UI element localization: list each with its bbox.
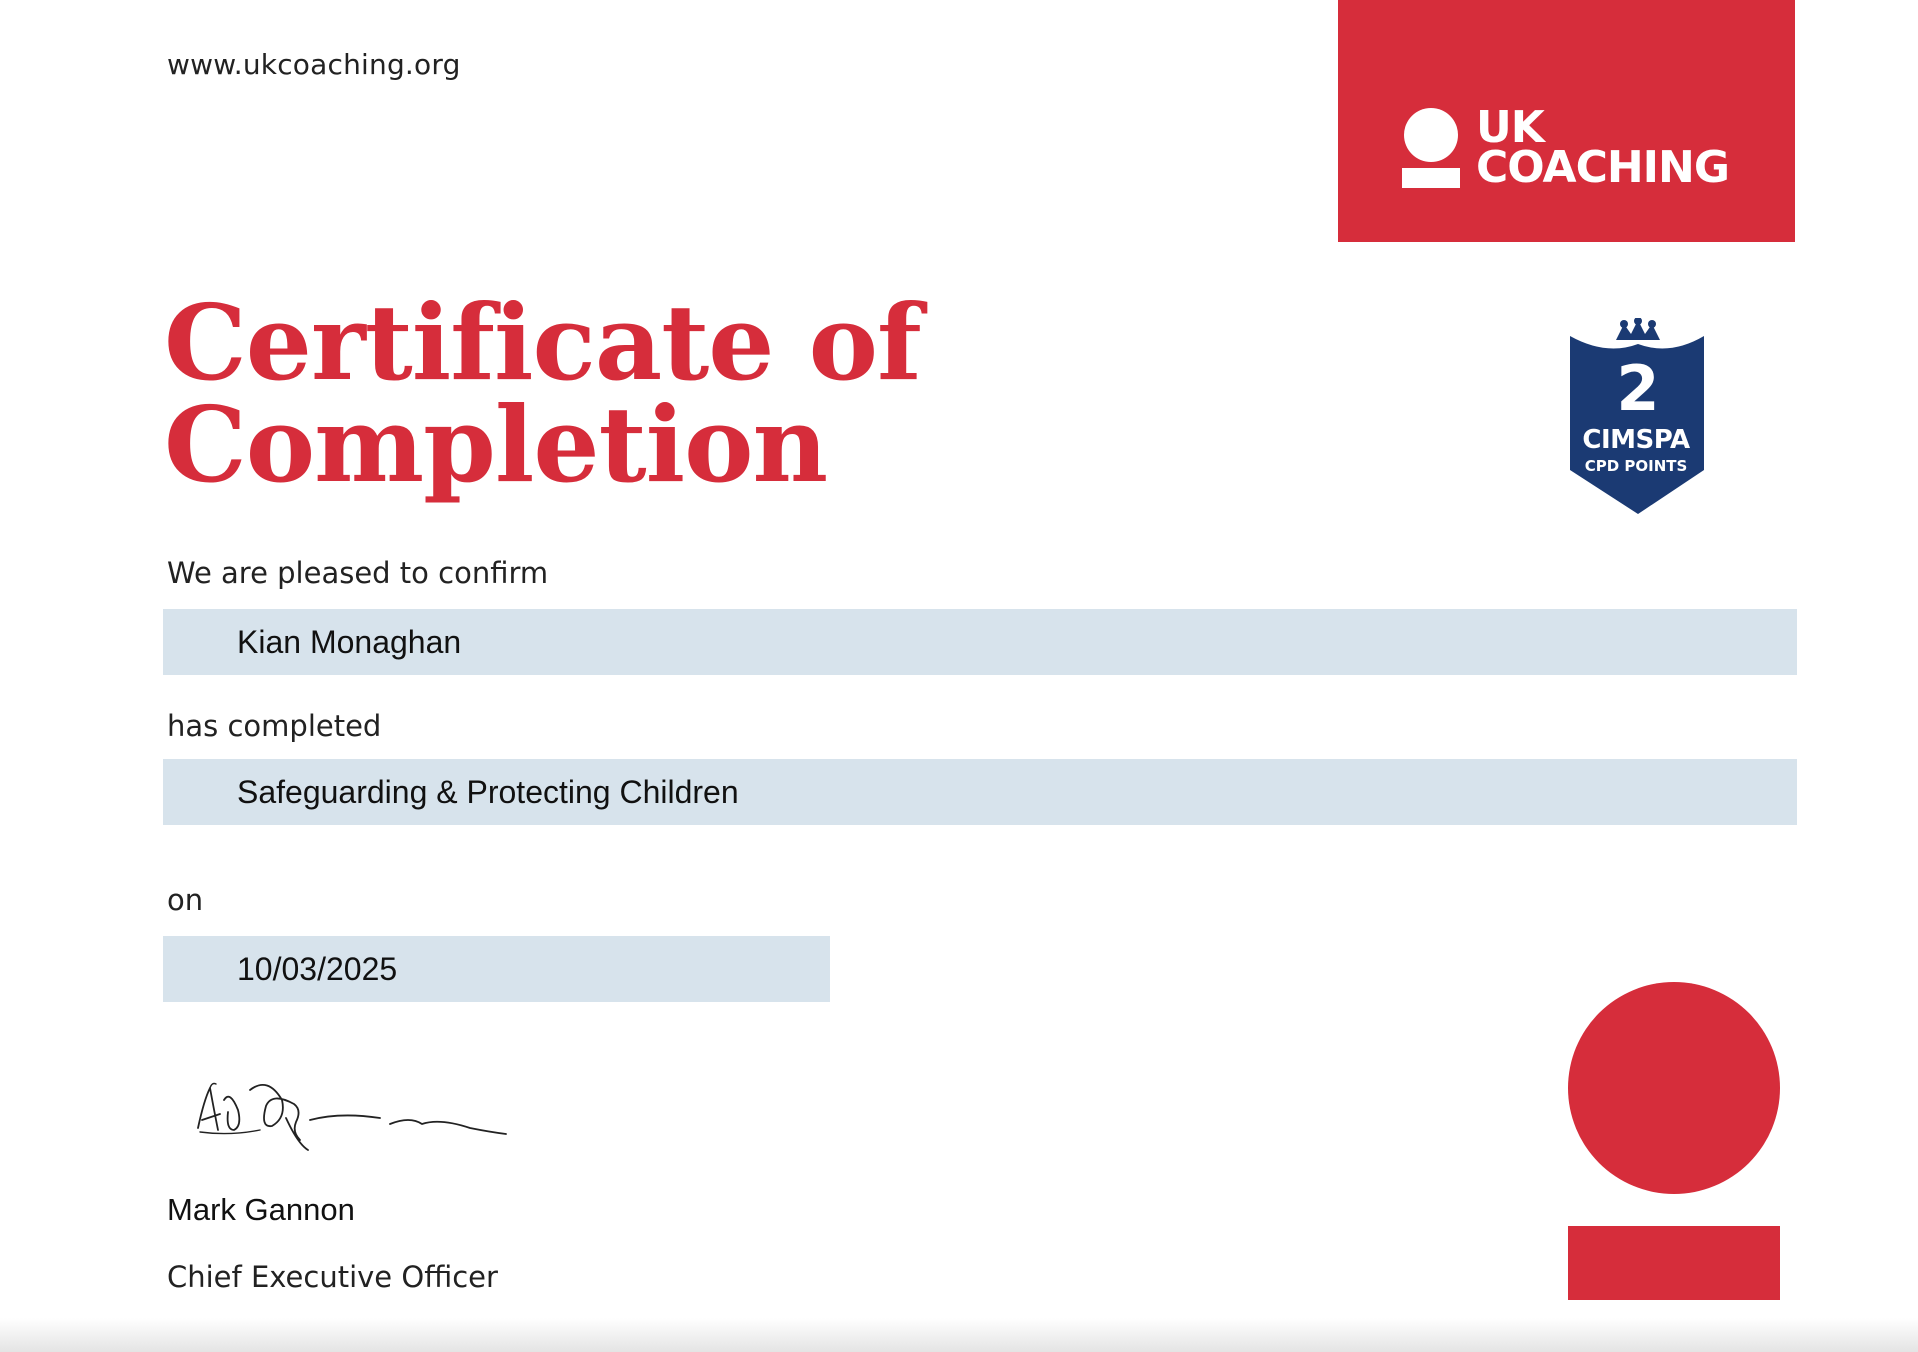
title-line-1: Certificate of bbox=[164, 281, 921, 404]
page-bottom-shadow bbox=[0, 1318, 1918, 1352]
cimspa-cpd-badge bbox=[1568, 318, 1708, 518]
course-name: Safeguarding & Protecting Children bbox=[237, 774, 739, 810]
logo-line-1: UK bbox=[1476, 102, 1544, 153]
date-label: on bbox=[167, 883, 204, 917]
uk-coaching-logo bbox=[1338, 0, 1795, 242]
website-url: www.ukcoaching.org bbox=[167, 48, 461, 81]
badge-cpd-points-label: CPD POINTS bbox=[1584, 457, 1688, 475]
badge-cimspa-label: CIMSPA bbox=[1582, 425, 1690, 455]
confirm-label: We are pleased to confirm bbox=[167, 556, 549, 590]
completed-label: has completed bbox=[167, 709, 382, 743]
cpd-points-value: 2 bbox=[1616, 352, 1660, 425]
title-line-2: Completion bbox=[164, 383, 828, 506]
decorative-circle bbox=[1568, 982, 1780, 1194]
completion-date-field bbox=[163, 936, 830, 1002]
logo-person-icon bbox=[1402, 108, 1460, 190]
certificate-title bbox=[164, 281, 921, 506]
recipient-name: Kian Monaghan bbox=[237, 624, 462, 660]
completion-date: 10/03/2025 bbox=[237, 951, 398, 987]
course-name-field bbox=[163, 759, 1797, 825]
signature-image bbox=[190, 1070, 510, 1170]
logo-line-2: COACHING bbox=[1476, 142, 1729, 193]
recipient-name-field bbox=[163, 609, 1797, 675]
signatory-name: Mark Gannon bbox=[167, 1192, 355, 1227]
decorative-bar bbox=[1568, 1226, 1780, 1300]
logo-text bbox=[1476, 102, 1729, 193]
signatory-role: Chief Executive Officer bbox=[167, 1260, 498, 1294]
